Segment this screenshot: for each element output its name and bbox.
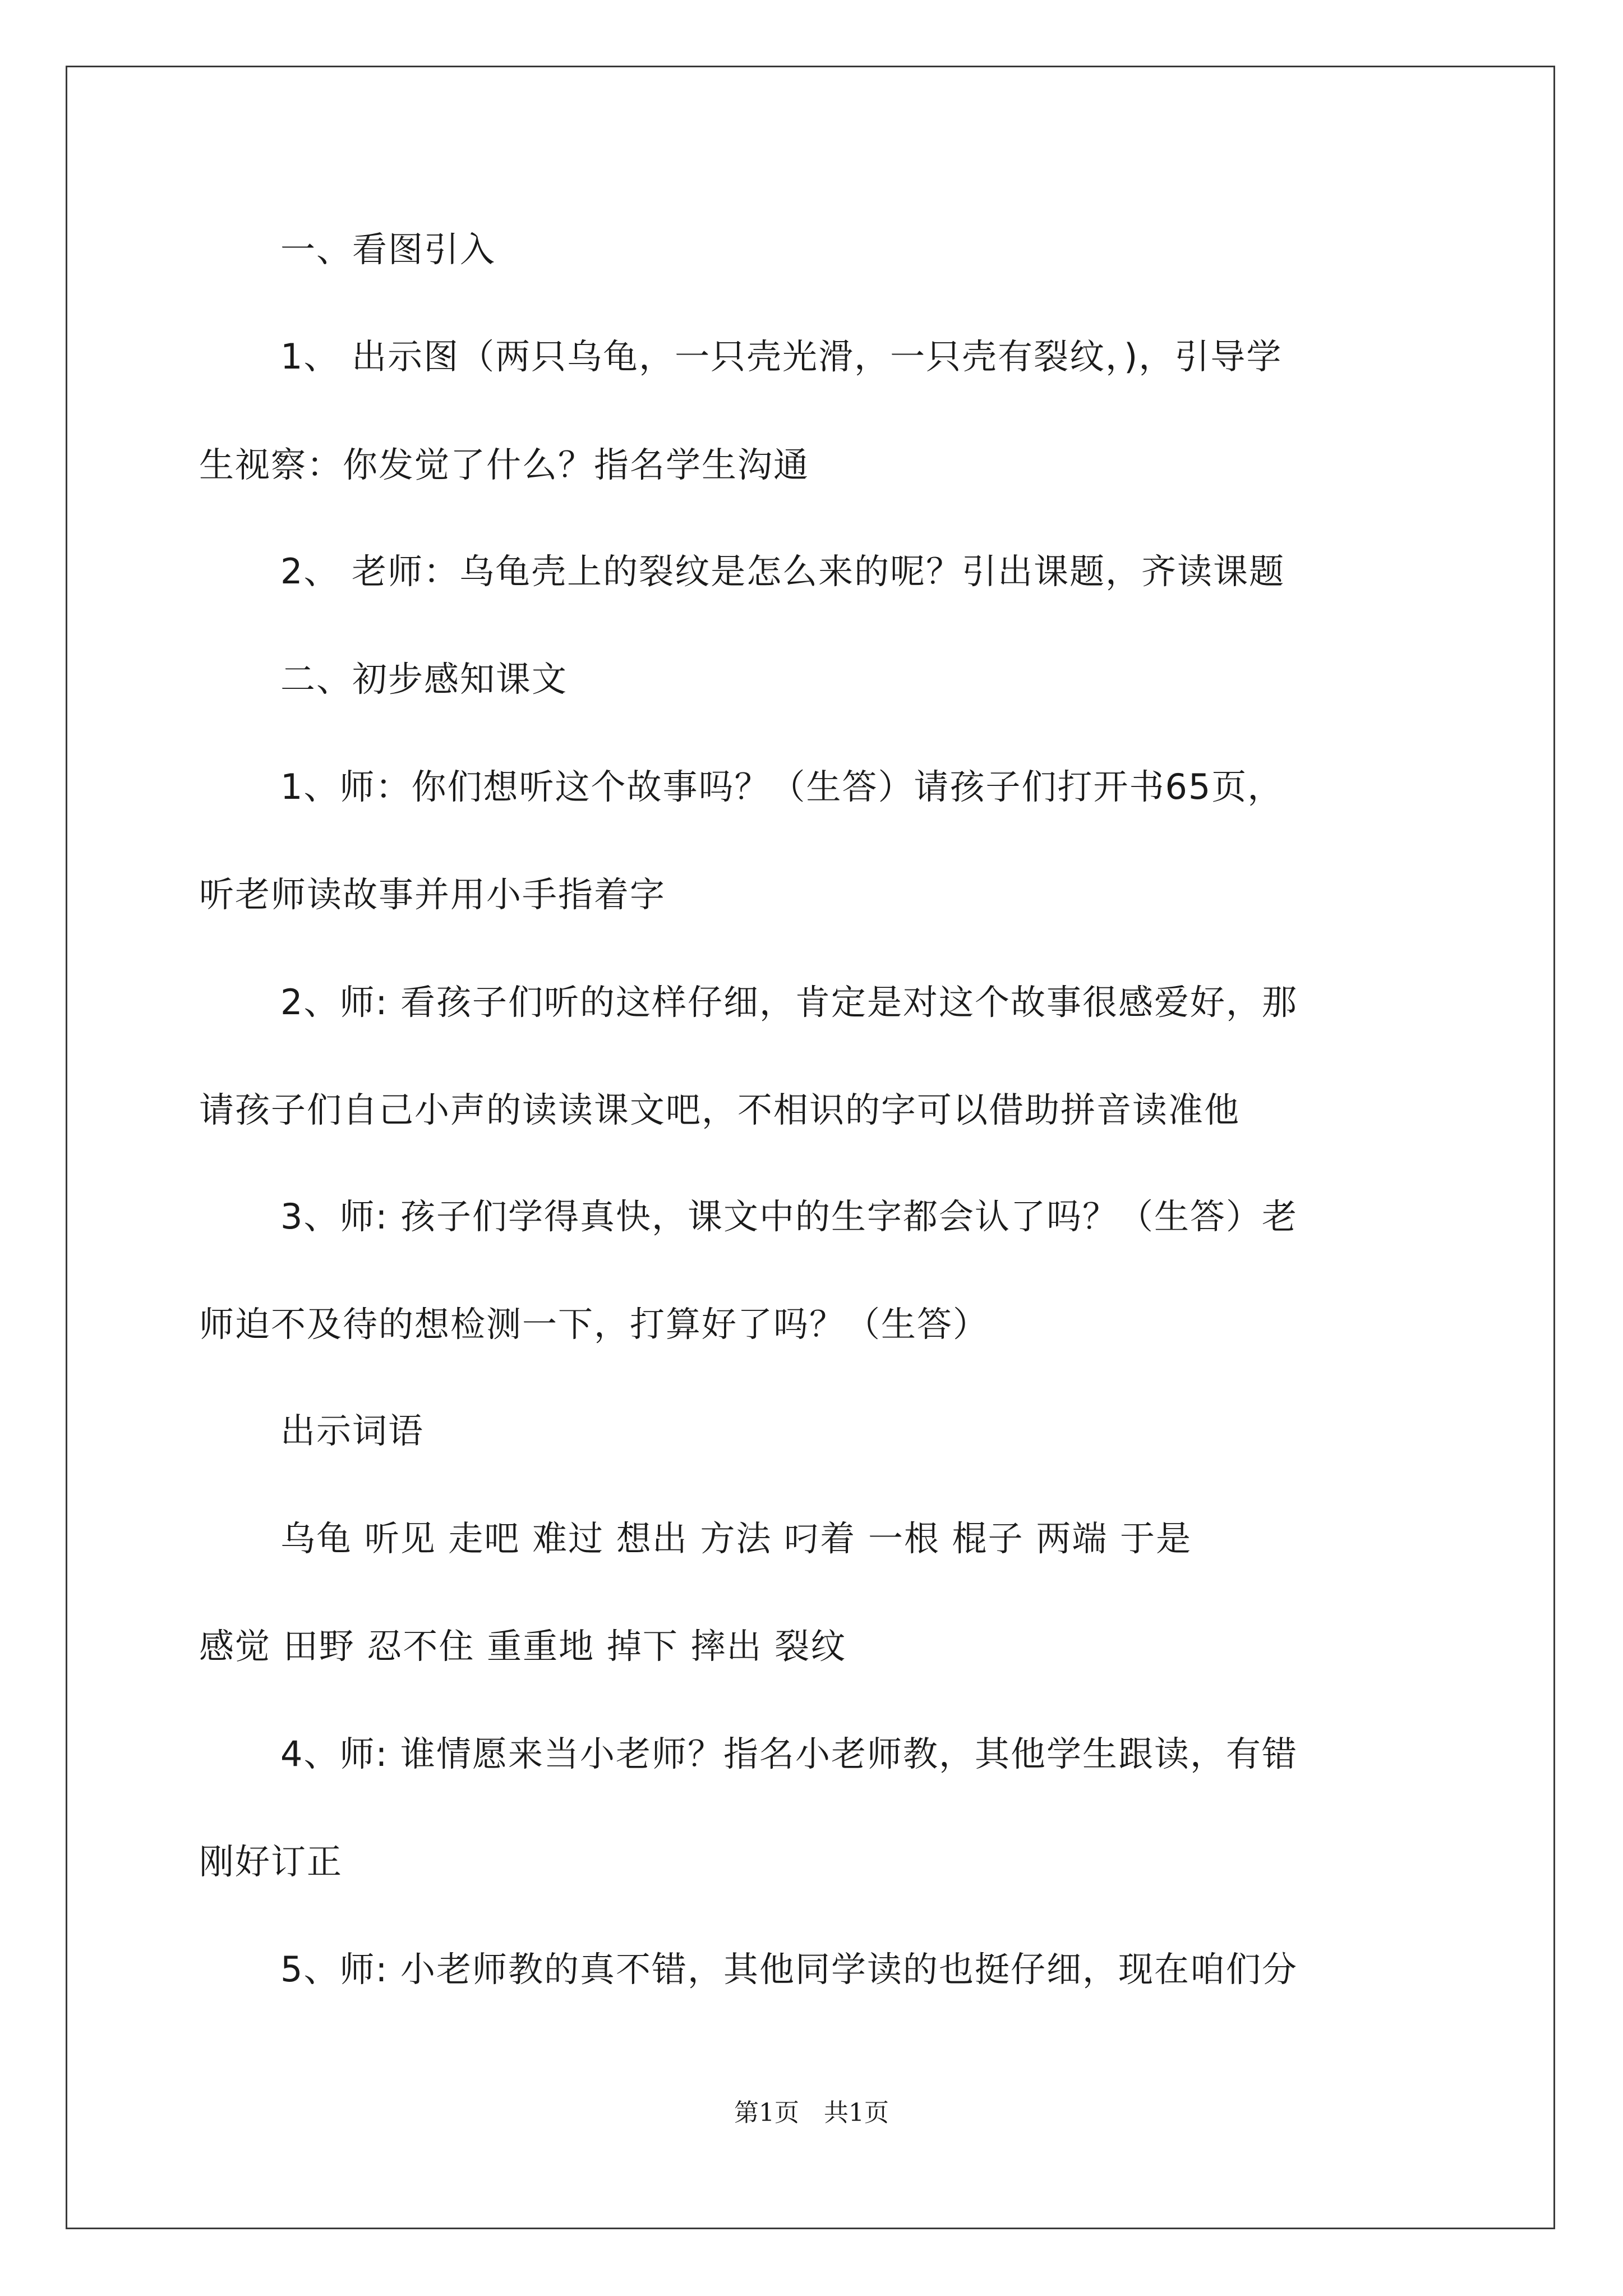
word-list-line: 感觉 田野 忍不住 重重地 掉下 摔出 裂纹	[199, 1626, 847, 1667]
paragraph-line: 听老师读故事并用小手指着字	[199, 874, 666, 915]
page-number-label: 第1页 共1页	[734, 2099, 889, 2127]
paragraph-line: 生视察：你发觉了什么？指名学生沟通	[199, 444, 810, 485]
paragraph-line: 师迫不及待的想检测一下，打算好了吗？（生答）	[199, 1304, 989, 1345]
paragraph-line: 刚好订正	[199, 1841, 343, 1882]
paragraph-line: 2、 老师：乌龟壳上的裂纹是怎么来的呢？引出课题，齐读课题	[280, 551, 1285, 592]
paragraph-line: 3、师: 孩子们学得真快，课文中的生字都会认了吗？（生答）老	[280, 1196, 1298, 1237]
section-heading: 二、初步感知课文	[280, 659, 568, 700]
section-heading: 出示词语	[280, 1410, 425, 1451]
paragraph-line: 请孩子们自己小声的读读课文吧，不相识的字可以借助拼音读准他	[199, 1089, 1241, 1130]
page-footer	[0, 2101, 1623, 2125]
paragraph-line: 2、师: 看孩子们听的这样仔细，肯定是对这个故事很感爱好，那	[280, 982, 1298, 1023]
paragraph-line: 1、师：你们想听这个故事吗？（生答）请孩子们打开书65页，	[280, 766, 1284, 807]
paragraph-line: 4、师: 谁情愿来当小老师？指名小老师教，其他学生跟读，有错	[280, 1733, 1298, 1774]
section-heading: 一、看图引入	[280, 229, 496, 270]
page-border	[66, 66, 1555, 2229]
paragraph-line: 1、 出示图（两只乌龟，一只壳光滑，一只壳有裂纹，)，引导学	[280, 336, 1283, 377]
word-list-line: 乌龟 听见 走吧 难过 想出 方法 叼着 一根 棍子 两端 于是	[280, 1518, 1192, 1559]
paragraph-line: 5、师: 小老师教的真不错，其他同学读的也挺仔细，现在咱们分	[280, 1949, 1298, 1990]
